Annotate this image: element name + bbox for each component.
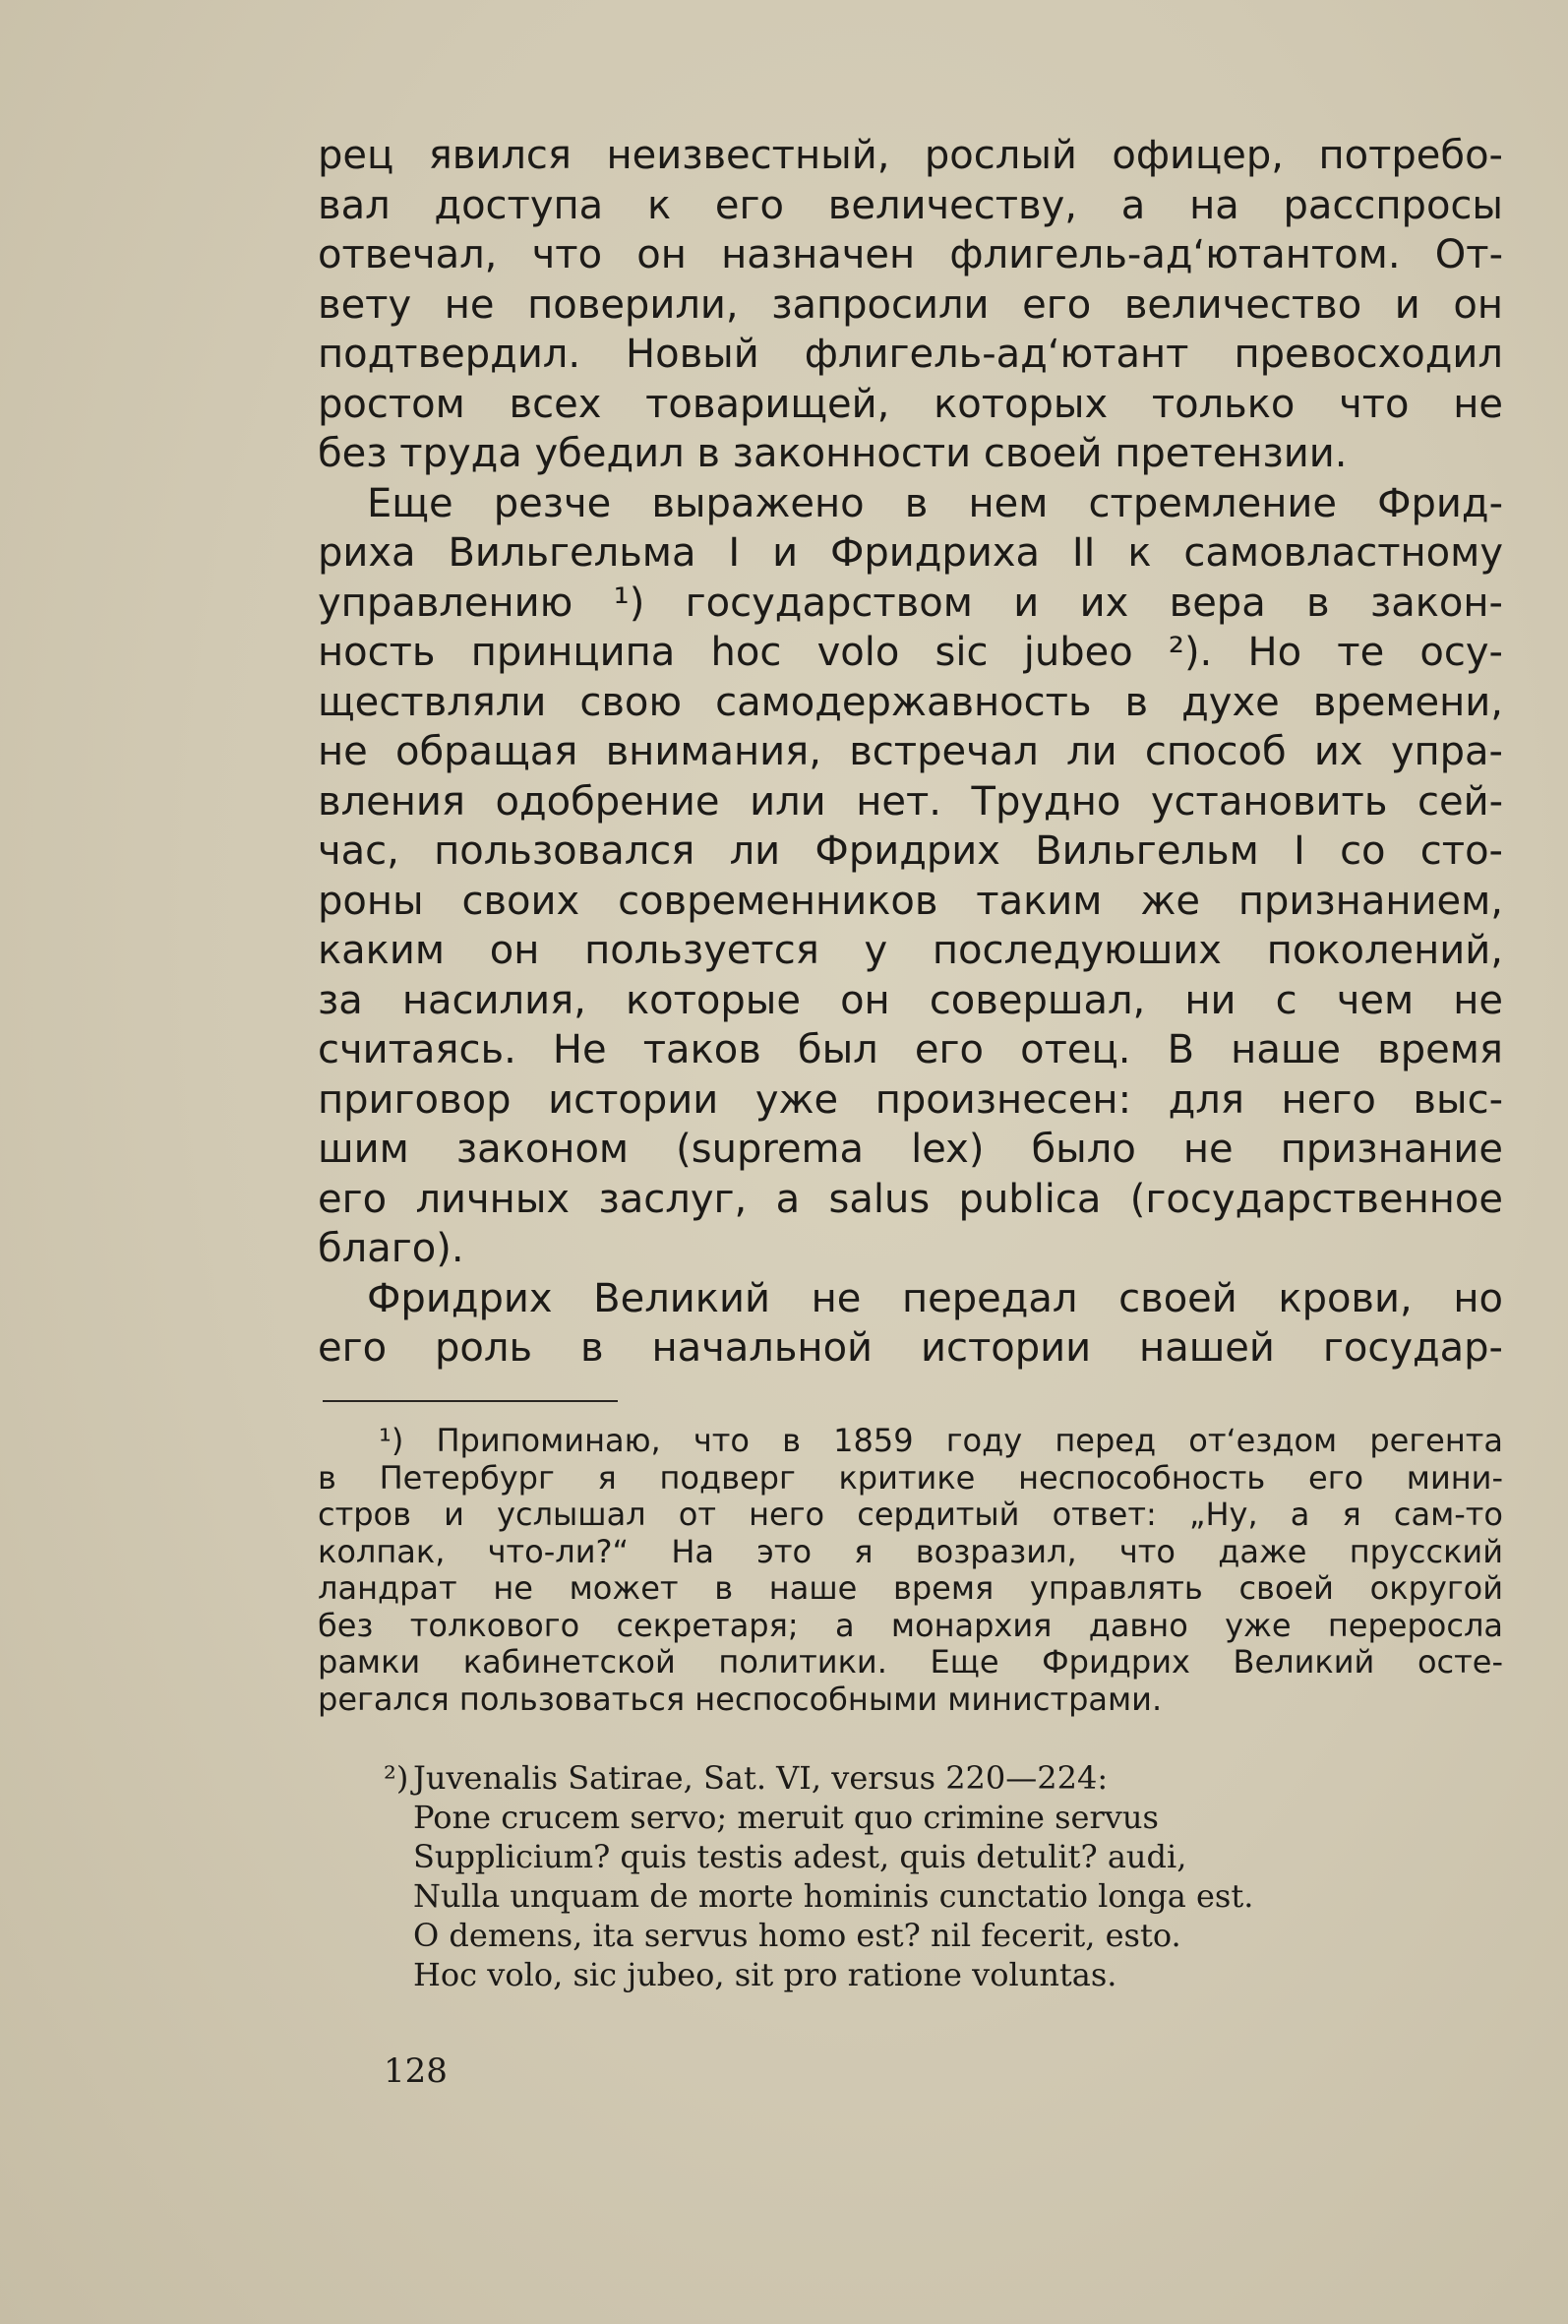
verse-line: Juvenalis Satirae, Sat. VI, versus 220—224: — [413, 1759, 1109, 1797]
text-line: управлению ¹) государством и их вера в закон- — [318, 580, 1503, 626]
text-line: за насилия, которые он совершал, ни с чем не — [318, 977, 1503, 1023]
text-line: отвечал, что он назначен флигель-ад‘ютантом. От- — [318, 232, 1503, 277]
footnote-1 — [318, 1423, 1503, 1718]
text-line: подтвердил. Новый флигель-ад‘ютант превосходил — [318, 332, 1503, 377]
main-text — [318, 131, 1503, 1374]
text-line: Еще резче выражено в нем стремление Фрид- — [367, 480, 1503, 526]
verse-line: Hoc volo, sic jubeo, sit pro ratione voluntas. — [413, 1956, 1117, 1993]
footnote-line: рамки кабинетской политики. Еще Фридрих Великий осте- — [318, 1643, 1503, 1681]
text-line: рец явился неизвестный, рослый офицер, потребо- — [318, 133, 1503, 178]
footnote-2 — [413, 1758, 1436, 1994]
text-line: вления одобрение или нет. Трудно установить сей- — [318, 778, 1503, 825]
text-line: каким он пользуется у последуюших поколений, — [318, 928, 1503, 973]
text-line: Фридрих Великий не передал своей крови, но — [367, 1275, 1503, 1321]
footnote-line: ландрат не может в наше время управлять своей округой — [318, 1569, 1503, 1607]
footnote-line: без толкового секретаря; а монархия давно уже переросла — [318, 1606, 1503, 1644]
verse-line: Supplicium? quis testis adest, quis detulit? audi, — [413, 1838, 1187, 1875]
text-line: риха Вильгельма I и Фридриха II к самовластному — [318, 530, 1503, 576]
footnote-line: регался пользоваться неспособными министрами. — [318, 1680, 1163, 1718]
text-line: не обращая внимания, встречал ли способ их упра- — [318, 729, 1503, 774]
verse-line: Pone crucem servo; meruit quo crimine servus — [413, 1799, 1159, 1836]
text-line: считаясь. Не таков был его отец. В наше время — [318, 1027, 1503, 1072]
text-line: шим законом (suprema lex) было не признание — [318, 1127, 1503, 1172]
text-line: вал доступа к его величеству, а на расспросы — [318, 182, 1503, 228]
text-line: ность принципа hoc volo sic jubeo ²). Но те осу- — [318, 630, 1503, 675]
text-line: его роль в начальной истории нашей государ- — [318, 1325, 1503, 1371]
footnote-line: колпак, что-ли?“ На это я возразил, что даже прусский — [318, 1532, 1503, 1570]
text-line: роны своих современников таким же признанием, — [318, 878, 1503, 924]
footnote-line: в Петербург я подверг критике неспособность его мини- — [318, 1458, 1503, 1497]
verse-line: Nulla unquam de morte hominis cunctatio longa est. — [413, 1877, 1254, 1915]
page-number: 128 — [384, 2051, 448, 2091]
footnote-line: ¹) Припоминаю, что в 1859 году перед от‘ездом регента — [379, 1422, 1503, 1459]
footnote-divider — [323, 1400, 618, 1402]
text-line: приговор истории уже произнесен: для него выс- — [318, 1076, 1503, 1123]
text-line: без труда убедил в законности своей претензии. — [318, 431, 1348, 476]
text-line: его личных заслуг, а salus publica (государственное — [318, 1176, 1503, 1222]
verse-line: O demens, ita servus homo est? nil fecerit, esto. — [413, 1917, 1181, 1954]
footnote-line: стров и услышал от него сердитый ответ: „Ну, а я сам-то — [318, 1496, 1503, 1533]
text-line: ществляли свою самодержавность в духе времени, — [318, 679, 1503, 725]
text-line: ростом всех товарищей, которых только что не — [318, 381, 1503, 427]
text-line: вету не поверили, запросили его величество и он — [318, 281, 1503, 328]
footnote-2-marker: ²) — [384, 1759, 409, 1797]
text-line: час, пользовался ли Фридрих Вильгельм I со сто- — [318, 828, 1503, 874]
text-line: благо). — [318, 1226, 464, 1271]
